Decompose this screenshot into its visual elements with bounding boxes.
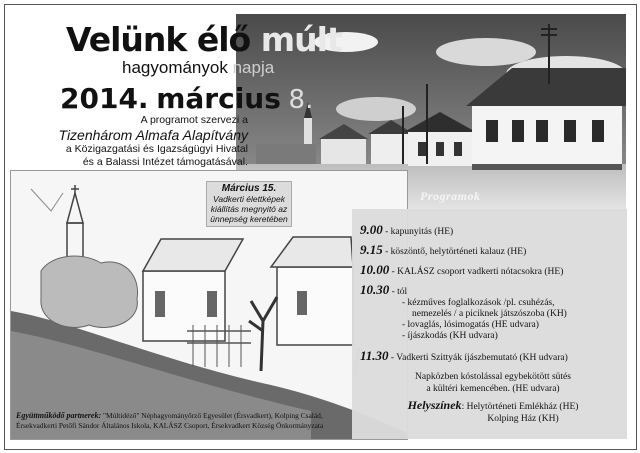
venue-1: : Helytörténeti Emlékház (HE) (461, 402, 579, 412)
organizers-line3: a Közigazgatási és Igazságügyi Hivatal (65, 143, 248, 155)
partners-block (16, 411, 408, 430)
schedule-text: - kapunyitás (HE) (385, 227, 454, 237)
main-title (66, 20, 342, 59)
schedule-text: - KALÁSZ csoport vadkerti nótacsokra (HE) (391, 267, 564, 277)
note-line2: a kültéri kemencében. (HE udvara) (426, 384, 560, 394)
callout-line3: ünnepség keretében (210, 214, 288, 224)
partners-line1: "Múltidéző" Néphagyományőrző Egyesület (Érsvadkert), Kolping Család, (101, 411, 323, 420)
schedule-row (360, 264, 626, 278)
organizers-intro: A programot szervezi a (140, 114, 248, 126)
subtitle-ghost-text: napja (232, 58, 275, 77)
schedule-text: - tól (391, 287, 408, 297)
organizers-foundation: Tizenhárom Almafa Alapítvány (58, 127, 248, 143)
schedule-time: 10.00 (360, 262, 390, 277)
note-line1: Napközben kóstolással egybekötött sütés (415, 372, 571, 382)
title-main-text: Velünk élő (66, 20, 251, 59)
schedule-row (360, 350, 626, 364)
callout-line1: Vadkerti élettképek (213, 194, 285, 204)
event-date (60, 82, 313, 115)
callout-box (206, 181, 292, 227)
subtitle-main-text: hagyományok (122, 58, 228, 77)
schedule-time: 11.30 (360, 348, 389, 363)
schedule-time: 9.15 (360, 242, 383, 257)
partners-line2: Érsekvadkerti Petőfi Sándor Általános Iskola, KALÁSZ Csoport, Érsekvadkert Község Önkormányzata (16, 420, 324, 430)
schedule-time: 9.00 (360, 222, 383, 237)
schedule-subitem: - íjászkodás (KH udvara) (402, 331, 498, 341)
program-title: Programok (420, 189, 481, 203)
schedule-text: - Vadkerti Szittyák íjászbemutató (KH udvara) (390, 353, 568, 363)
title-ghost-text: múlt (260, 20, 342, 59)
schedule-subitem: - kézműves foglalkozások /pl. csuhézás, (402, 298, 555, 308)
callout-date: Március 15. (221, 183, 277, 194)
event-day: 8. (288, 85, 314, 115)
event-month: március (156, 82, 281, 115)
schedule-row (360, 244, 626, 258)
schedule-time: 10.30 (360, 282, 390, 297)
schedule-subitem: - lovaglás, lósimogatás (HE udvara) (402, 320, 539, 330)
venues-label: Helyszínek (407, 398, 462, 412)
venue-2: Kolping Ház (KH) (487, 414, 559, 424)
schedule-subitem: nemezelés / a piciknek játszószoba (KH) (412, 309, 567, 319)
callout-line2: kiállítás megnyitó az (210, 204, 288, 214)
program-schedule (360, 224, 626, 364)
organizers-block (12, 114, 248, 169)
organizers-line4: és a Balassi Intézet támogatásával. (82, 156, 248, 168)
subtitle (122, 58, 274, 78)
schedule-text: - köszöntő, helytörténeti kalauz (HE) (385, 247, 527, 257)
schedule-row (360, 224, 626, 238)
partners-label: Együttműködő partnerek: (16, 411, 102, 420)
schedule-row (360, 284, 626, 298)
event-year: 2014. (60, 82, 149, 115)
